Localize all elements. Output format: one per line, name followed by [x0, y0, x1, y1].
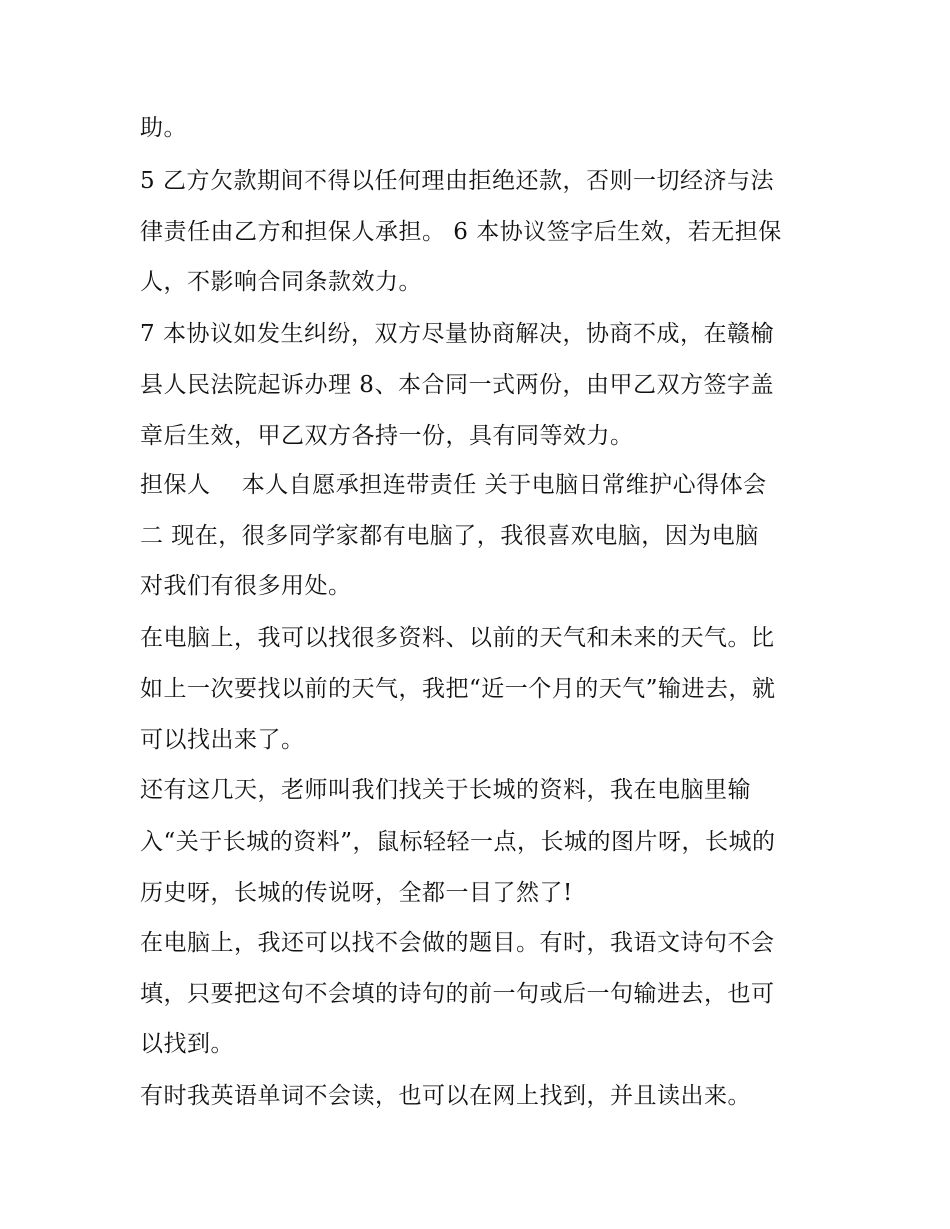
- text-line: 5 乙方欠款期间不得以任何理由拒绝还款，否则一切经济与法: [140, 168, 774, 194]
- text-line: 7 本协议如发生纠纷，双方尽量协商解决，协商不成，在赣榆: [140, 321, 774, 347]
- text-line: 章后生效，甲乙双方各持一份，具有同等效力。: [140, 423, 634, 449]
- text-line: 在电脑上，我还可以找不会做的题目。有时，我语文诗句不会: [140, 930, 775, 956]
- text-line: 入“关于长城的资料”，鼠标轻轻一点，长城的图片呀，长城的: [140, 829, 776, 855]
- text-line: 可以找出来了。: [140, 727, 305, 753]
- text-line: 律责任由乙方和担保人承担。 6 本协议签字后生效，若无担保: [140, 219, 782, 245]
- text-line: 有时我英语单词不会读，也可以在网上找到，并且读出来。: [140, 1083, 751, 1109]
- text-line: 填，只要把这句不会填的诗句的前一句或后一句输进去，也可: [140, 981, 775, 1007]
- text-line: 助。: [140, 115, 187, 141]
- text-line: 人，不影响合同条款效力。: [140, 269, 422, 295]
- text-line: 还有这几天，老师叫我们找关于长城的资料，我在电脑里输: [140, 777, 751, 803]
- text-line: 二 现在，很多同学家都有电脑了，我很喜欢电脑，因为电脑: [140, 523, 759, 549]
- text-line: 如上一次要找以前的天气，我把“近一个月的天气”输进去，就: [140, 676, 776, 702]
- text-line: 县人民法院起诉办理 8、本合同一式两份，由甲乙双方签字盖: [140, 372, 774, 398]
- text-line: 在电脑上，我可以找很多资料、以前的天气和未来的天气。比: [140, 625, 775, 651]
- text-line: 历史呀，长城的传说呀，全都一目了然了!: [140, 880, 573, 906]
- text-line: 对我们有很多用处。: [140, 573, 352, 599]
- text-line: 以找到。: [140, 1031, 234, 1057]
- text-line: 担保人 本人自愿承担连带责任 关于电脑日常维护心得体会: [140, 472, 767, 498]
